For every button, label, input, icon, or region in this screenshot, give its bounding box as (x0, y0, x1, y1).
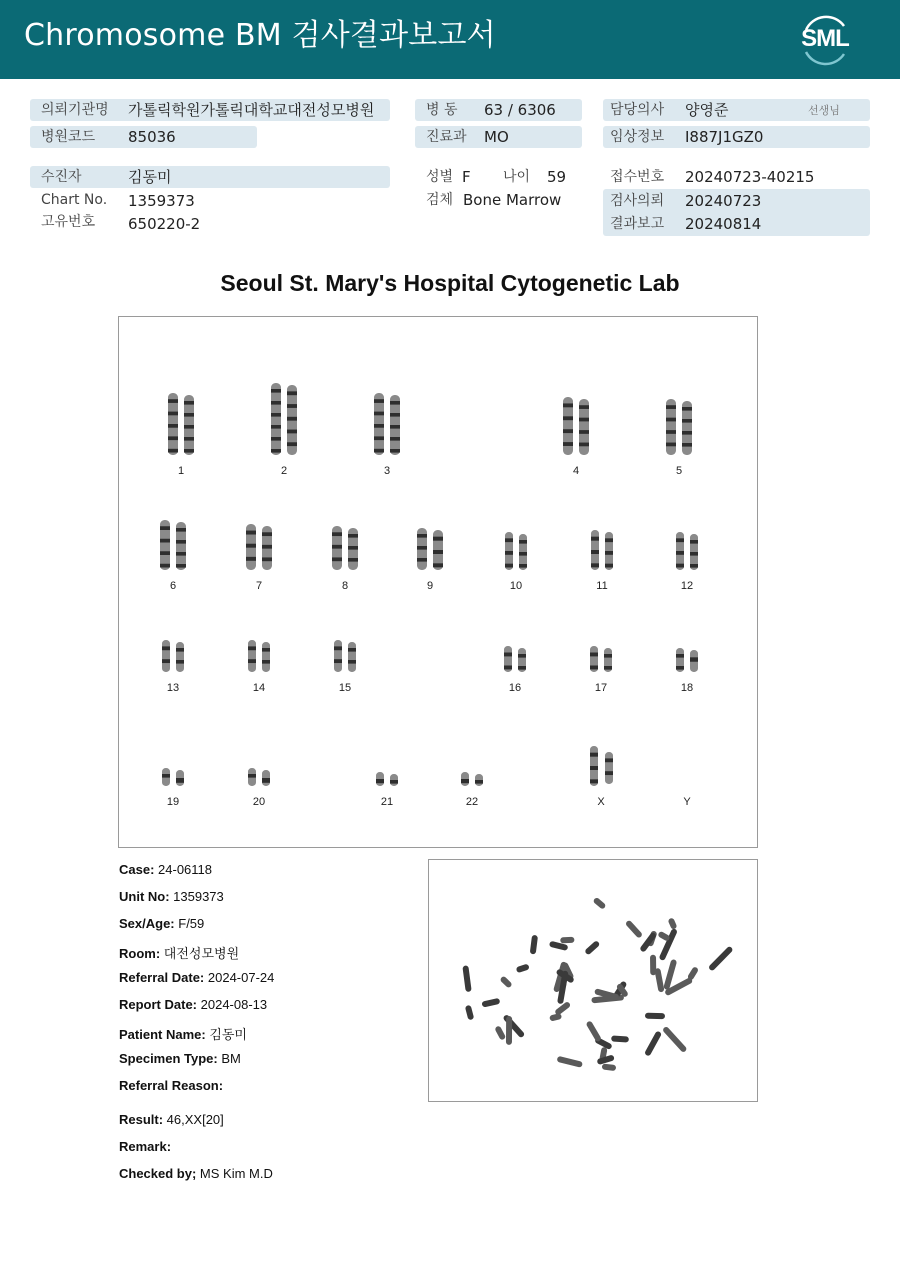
chromosome-label-4: 4 (572, 465, 580, 477)
unique-no-label: 고유번호 (41, 214, 96, 230)
chart-no-value: 1359373 (128, 192, 195, 210)
chromosome-pair-5 (666, 399, 692, 455)
report-line-label: Unit No: (119, 889, 170, 904)
age-label: 나이 (503, 169, 531, 185)
metaphase-chromosome (560, 937, 574, 944)
chromosome-pair-14 (248, 640, 270, 672)
chromosome-pair-21 (376, 772, 398, 786)
report-line (119, 1112, 224, 1127)
report-line-label: Case: (119, 862, 155, 877)
report-line (119, 916, 204, 931)
report-header-title: Chromosome BM 검사결과보고서 (24, 18, 496, 53)
chromosome-pair-11 (591, 530, 613, 570)
metaphase-chromosome (530, 935, 538, 955)
chromosome-label-19: 19 (166, 796, 180, 808)
chromosome-pair-7 (246, 524, 272, 570)
report-date-value: 20240814 (685, 215, 762, 233)
report-line-label: Specimen Type: (119, 1051, 218, 1066)
chromosome-pair-20 (248, 768, 270, 786)
report-line-label: Room: (119, 946, 161, 961)
report-line (119, 997, 267, 1012)
chromosome-pair-4 (563, 397, 589, 455)
metaphase-chromosome (465, 1005, 474, 1021)
chromosome-label-7: 7 (255, 580, 263, 592)
doctor-suffix: 선생님 (808, 104, 840, 117)
report-line-label: Referral Reason: (119, 1078, 224, 1093)
chromosome-label-18: 18 (680, 682, 694, 694)
report-line-value: 1359373 (169, 889, 224, 904)
chromosome-pair-x (590, 746, 613, 786)
report-line-label: Report Date: (119, 997, 198, 1012)
chromosome-label-2: 2 (280, 465, 288, 477)
chart-no-label: Chart No. (41, 192, 108, 208)
report-line (119, 862, 212, 877)
metaphase-chromosome (506, 1016, 512, 1045)
unique-no-value: 650220-2 (128, 215, 201, 233)
chromosome-label-15: 15 (338, 682, 352, 694)
metaphase-chromosome (708, 946, 734, 972)
metaphase-chromosome (662, 1026, 688, 1053)
report-line (119, 1078, 223, 1093)
metaphase-chromosome (625, 920, 643, 939)
metaphase-chromosome (585, 1020, 601, 1042)
chromosome-label-6: 6 (169, 580, 177, 592)
age-value: 59 (547, 168, 567, 186)
chromosome-label-17: 17 (594, 682, 608, 694)
report-line (119, 1139, 171, 1154)
metaphase-chromosome (654, 968, 664, 993)
patient-label: 수진자 (41, 169, 82, 185)
department-value: MO (484, 128, 509, 146)
specimen-value: Bone Marrow (463, 191, 562, 209)
patient-band (30, 166, 390, 188)
metaphase-chromosome (549, 1013, 562, 1022)
metaphase-chromosome (602, 1063, 617, 1071)
report-line-label: Checked by; (119, 1166, 197, 1181)
metaphase-chromosome (481, 998, 500, 1008)
report-line (119, 1166, 273, 1181)
report-line-value: F/59 (174, 916, 205, 931)
report-line-value: 대전성모병원 (160, 946, 240, 961)
chromosome-label-9: 9 (426, 580, 434, 592)
institution-value: 가톨릭학원가톨릭대학교대전성모병원 (128, 101, 375, 119)
metaphase-chromosome (499, 975, 512, 988)
chromosome-pair-15 (334, 640, 356, 672)
sex-value: F (462, 168, 471, 186)
chromosome-pair-16 (504, 646, 526, 672)
chromosome-pair-2 (271, 383, 297, 455)
report-line-value: 46,XX[20] (163, 1112, 224, 1127)
chromosome-pair-6 (160, 520, 186, 570)
chromosome-pair-12 (676, 532, 698, 570)
metaphase-chromosome (687, 966, 699, 981)
chromosome-label-8: 8 (341, 580, 349, 592)
specimen-label: 검체 (426, 192, 454, 208)
report-line (119, 970, 274, 985)
chromosome-pair-13 (162, 640, 184, 672)
chromosome-label-13: 13 (166, 682, 180, 694)
chromosome-label-3: 3 (383, 465, 391, 477)
report-line-label: Result: (119, 1112, 164, 1127)
department-label: 진료과 (426, 129, 467, 145)
metaphase-image (428, 859, 758, 1102)
request-date-label: 검사의뢰 (610, 193, 665, 209)
report-title: Seoul St. Mary's Hospital Cytogenetic Lab (220, 270, 680, 296)
chromosome-label-16: 16 (508, 682, 522, 694)
metaphase-chromosome (639, 932, 657, 953)
report-line (119, 1051, 241, 1066)
chromosome-label-14: 14 (252, 682, 266, 694)
chromosome-pair-9 (417, 528, 443, 570)
chromosome-label-5: 5 (675, 465, 683, 477)
institution-label: 의뢰기관명 (41, 102, 109, 118)
request-date-value: 20240723 (685, 192, 762, 210)
clinical-label: 임상정보 (610, 129, 665, 145)
report-date-label: 결과보고 (610, 216, 665, 232)
clinical-value: I887J1GZ0 (685, 128, 764, 146)
chromosome-pair-10 (505, 532, 527, 570)
chromosome-label-10: 10 (509, 580, 523, 592)
metaphase-chromosome (645, 1013, 665, 1020)
chromosome-pair-19 (162, 768, 184, 786)
chromosome-pair-8 (332, 526, 358, 570)
chromosome-label-y: Y (683, 796, 691, 808)
chromosome-pair-1 (168, 393, 194, 455)
report-line (119, 889, 224, 904)
hospital-code-label: 병원코드 (41, 129, 96, 145)
chromosome-label-21: 21 (380, 796, 394, 808)
receipt-no-value: 20240723-40215 (685, 168, 815, 186)
metaphase-drawing (429, 860, 759, 1103)
report-line-label: Patient Name: (119, 1027, 206, 1042)
chromosome-label-1: 1 (177, 465, 185, 477)
doctor-value: 양영준 (685, 101, 729, 119)
metaphase-chromosome (592, 897, 606, 910)
report-line-value: BM (217, 1051, 241, 1066)
chromosome-pair-17 (590, 646, 612, 672)
report-line-value: 2024-07-24 (204, 970, 275, 985)
chromosome-label-22: 22 (465, 796, 479, 808)
metaphase-chromosome (494, 1025, 506, 1040)
report-line (119, 943, 239, 962)
report-line-label: Remark: (119, 1139, 172, 1154)
hospital-code-value: 85036 (128, 128, 176, 146)
report-line-value: 김동미 (205, 1027, 247, 1042)
metaphase-chromosome (644, 1030, 662, 1056)
chromosome-label-20: 20 (252, 796, 266, 808)
ward-label: 병 동 (426, 102, 458, 118)
chromosome-pair-22 (461, 772, 483, 786)
sex-label: 성별 (426, 169, 454, 185)
metaphase-chromosome (554, 1001, 571, 1016)
metaphase-chromosome (462, 965, 471, 992)
metaphase-chromosome (557, 1056, 583, 1068)
report-line-label: Referral Date: (119, 970, 205, 985)
metaphase-chromosome (668, 917, 678, 930)
sml-logo-text: SML (801, 25, 849, 52)
report-header (0, 0, 900, 79)
chromosome-pair-18 (676, 648, 698, 672)
report-line-value: MS Kim M.D (196, 1166, 273, 1181)
receipt-no-label: 접수번호 (610, 169, 665, 185)
patient-value: 김동미 (128, 168, 172, 186)
metaphase-chromosome (584, 940, 600, 955)
ward-value: 63 / 6306 (484, 101, 556, 119)
report-line-label: Sex/Age: (119, 916, 175, 931)
metaphase-chromosome (611, 1035, 629, 1042)
chromosome-label-12: 12 (680, 580, 694, 592)
chromosome-label-x: X (597, 796, 605, 808)
metaphase-chromosome (502, 1014, 525, 1039)
chromosome-pair-3 (374, 393, 400, 455)
sml-logo (796, 12, 854, 66)
report-line (119, 1024, 247, 1043)
report-line-value: 2024-08-13 (197, 997, 268, 1012)
karyotype-image (118, 316, 758, 848)
doctor-label: 담당의사 (610, 102, 665, 118)
chromosome-label-11: 11 (596, 580, 608, 592)
report-line-value: 24-06118 (154, 862, 213, 877)
metaphase-chromosome (516, 963, 530, 973)
